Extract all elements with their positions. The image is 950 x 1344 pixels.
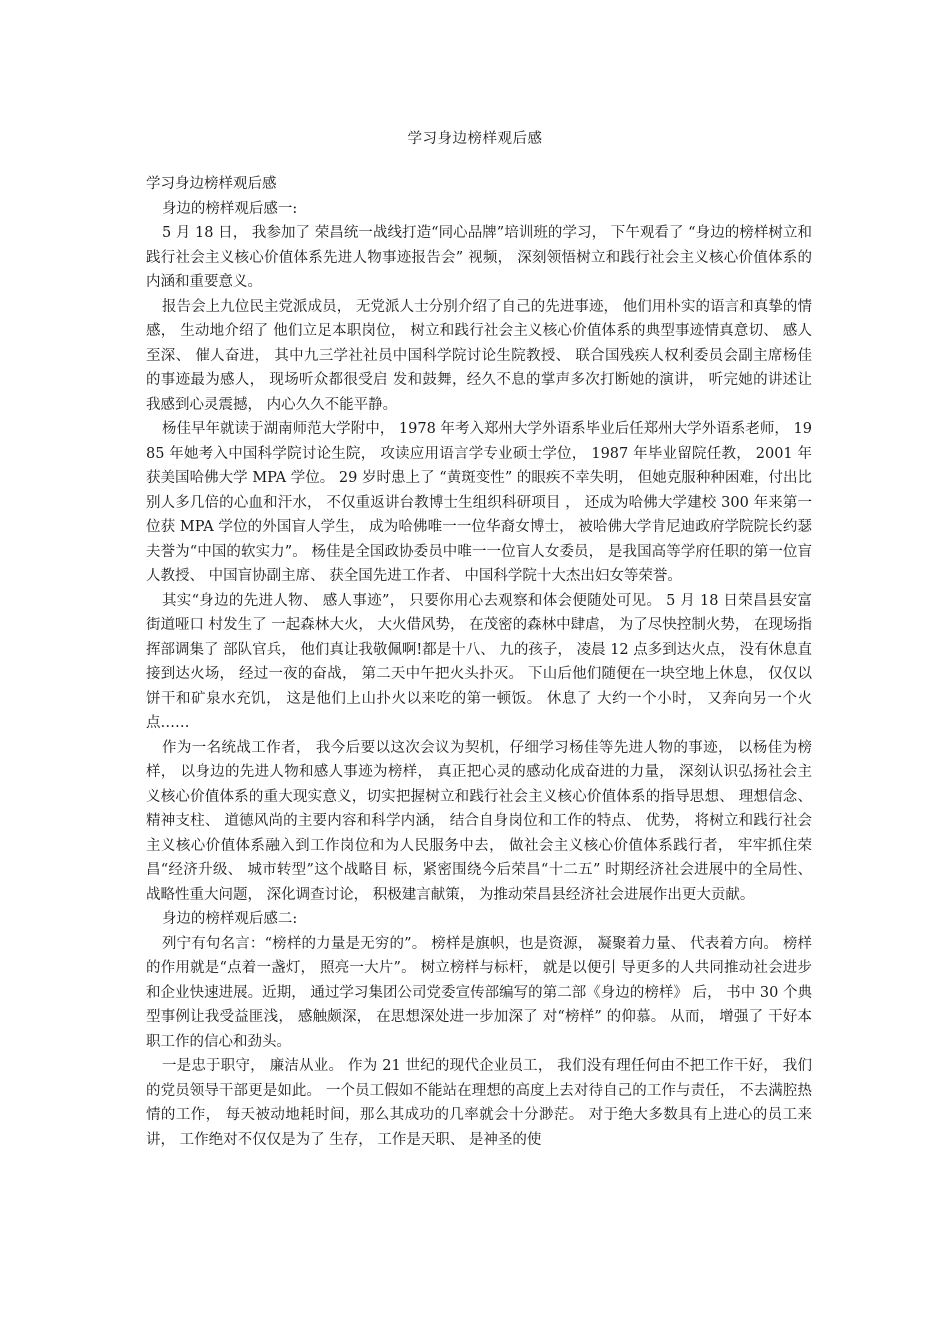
subsection-heading-1: 身边的榜样观后感一:: [161, 200, 298, 217]
subsection-heading-2: 身边的榜样观后感二:: [161, 911, 298, 927]
document-body: [146, 172, 812, 1152]
paragraph: 作为一名统战工作者， 我今后要以这次会议为契机，仔细学习杨佳等先进人物的事迹， 以杨佳为榜样， 以身边的先进人物和感人事迹为榜样， 真正把心灵的感动化成奋进的力量， 深刻认识弘扬社会主义核心价值体系的重大现实意义，切实把握树立和践行社会主义核心价值体系的指导思想、 理想信念、 精神支柱、 道德风尚的主要内容和科学内涵， 结合自身岗位和工作的特点、 优势， 将树立和践行社会主义核心价值体系融入到工作岗位和为人民服务中去， 做社会主义核心价值体系践行者， 牢牢抓住荣昌“经济升级、 城市转型”这个战略目 标，紧密围绕今后荣昌“十二五” 时期经济社会进展中的全局性、 战略性重大问题， 深化调查讨论， 积极建言献策， 为推动荣昌县经济社会进展作出更大贡献。: [146, 739, 812, 903]
document-title: 学习身边榜样观后感: [407, 131, 543, 147]
paragraph: 报告会上九位民主党派成员， 无党派人士分别介绍了自己的先进事迹， 他们用朴实的语言和真挚的情感， 生动地介绍了 他们立足本职岗位， 树立和践行社会主义核心价值体系的典型事迹情真意切、 感人至深、 催人奋进， 其中九三学社社员中国科学院讨论生院教授、 联合国残疾人权利委员会副主席杨佳的事迹最为感人， 现场听众都很受启 发和鼓舞，经久不息的掌声多次打断她的演讲， 听完她的讲述让我感到心灵震撼， 内心久久不能平静。: [146, 298, 812, 413]
paragraph: 一是忠于职守， 廉洁从业。 作为 21 世纪的现代企业员工， 我们没有理任何由不把工作干好， 我们的党员领导干部更是如此。 一个员工假如不能站在理想的高度上去对待自己的工作与责任， 不去满腔热情的工作， 每天被动地耗时间，那么其成功的几率就会十分渺茫。 对于绝大多数具有上进心的员工来讲， 工作绝对不仅仅是为了 生存， 工作是天职、 是神圣的使: [146, 1058, 812, 1148]
paragraph: 其实“身边的先进人物、 感人事迹”， 只要你用心去观察和体会便随处可见。 5 月 18 日荣昌县安富街道哑口 村发生了 一起森林大火， 大火借风势， 在茂密的森林中肆虐， 为了尽快控制火势， 在现场指挥部调集了 部队官兵， 他们真让我敬佩啊!都是十八、 九的孩子， 凌晨 12 点多到达火点， 没有休息直接到达火场， 经过一夜的奋战， 第二天中午把火头扑灭。 下山后他们随便在一块空地上休息， 仅仅以饼干和矿泉水充饥， 这是他们上山扑火以来吃的第一顿饭。 休息了 大约一个小时， 又奔向另一个火点……: [146, 592, 812, 731]
paragraph: 列宁有句名言：“榜样的力量是无穷的”。 榜样是旗帜，也是资源， 凝聚着力量、 代表着方向。 榜样的作用就是“点着一盏灯， 照亮一大片”。 树立榜样与标杆， 就是以便引 导更多的人共同推动社会进步和企业快速进展。近期， 通过学习集团公司党委宣传部编写的第二部《身边的榜样》 后， 书中 30 个典型事例让我受益匪浅， 感触颇深， 在思想深处进一步加深了 对“榜样” 的仰慕。 从而， 增强了 干好本职工作的信心和劲头。: [146, 935, 812, 1050]
section-heading: 学习身边榜样观后感: [146, 176, 277, 192]
paragraph: 杨佳早年就读于湖南师范大学附中， 1978 年考入郑州大学外语系毕业后任郑州大学外语系老师， 1985 年她考入中国科学院讨论生院， 攻读应用语言学专业硕士学位， 1987 年毕业留院任教， 2001 年获美国哈佛大学 MPA 学位。 29 岁时患上了 “黄斑变性” 的眼疾不幸失明， 但她克服种种困难，付出比别人多几倍的心血和汗水， 不仅重返讲台教博士生组织科研项目 ， 还成为哈佛大学建校 300 年来第一位获 MPA 学位的外国盲人学生， 成为哈佛唯一一位华裔女博士， 被哈佛大学肯尼迪政府学院院长约瑟夫誉为“中国的软实力”。 杨佳是全国政协委员中唯一一位盲人女委员， 是我国高等学府任职的第一位盲人教授、 中国盲协副主席、 获全国先进工作者、 中国科学院十大杰出妇女等荣誉。: [146, 421, 812, 584]
paragraph: 5 月 18 日， 我参加了 荣昌统一战线打造“同心品牌”培训班的学习， 下午观看了 “身边的榜样树立和践行社会主义核心价值体系先进人物事迹报告会” 视频， 深刻领悟树立和践行社会主义核心价值体系的内涵和重要意义。: [146, 225, 812, 290]
